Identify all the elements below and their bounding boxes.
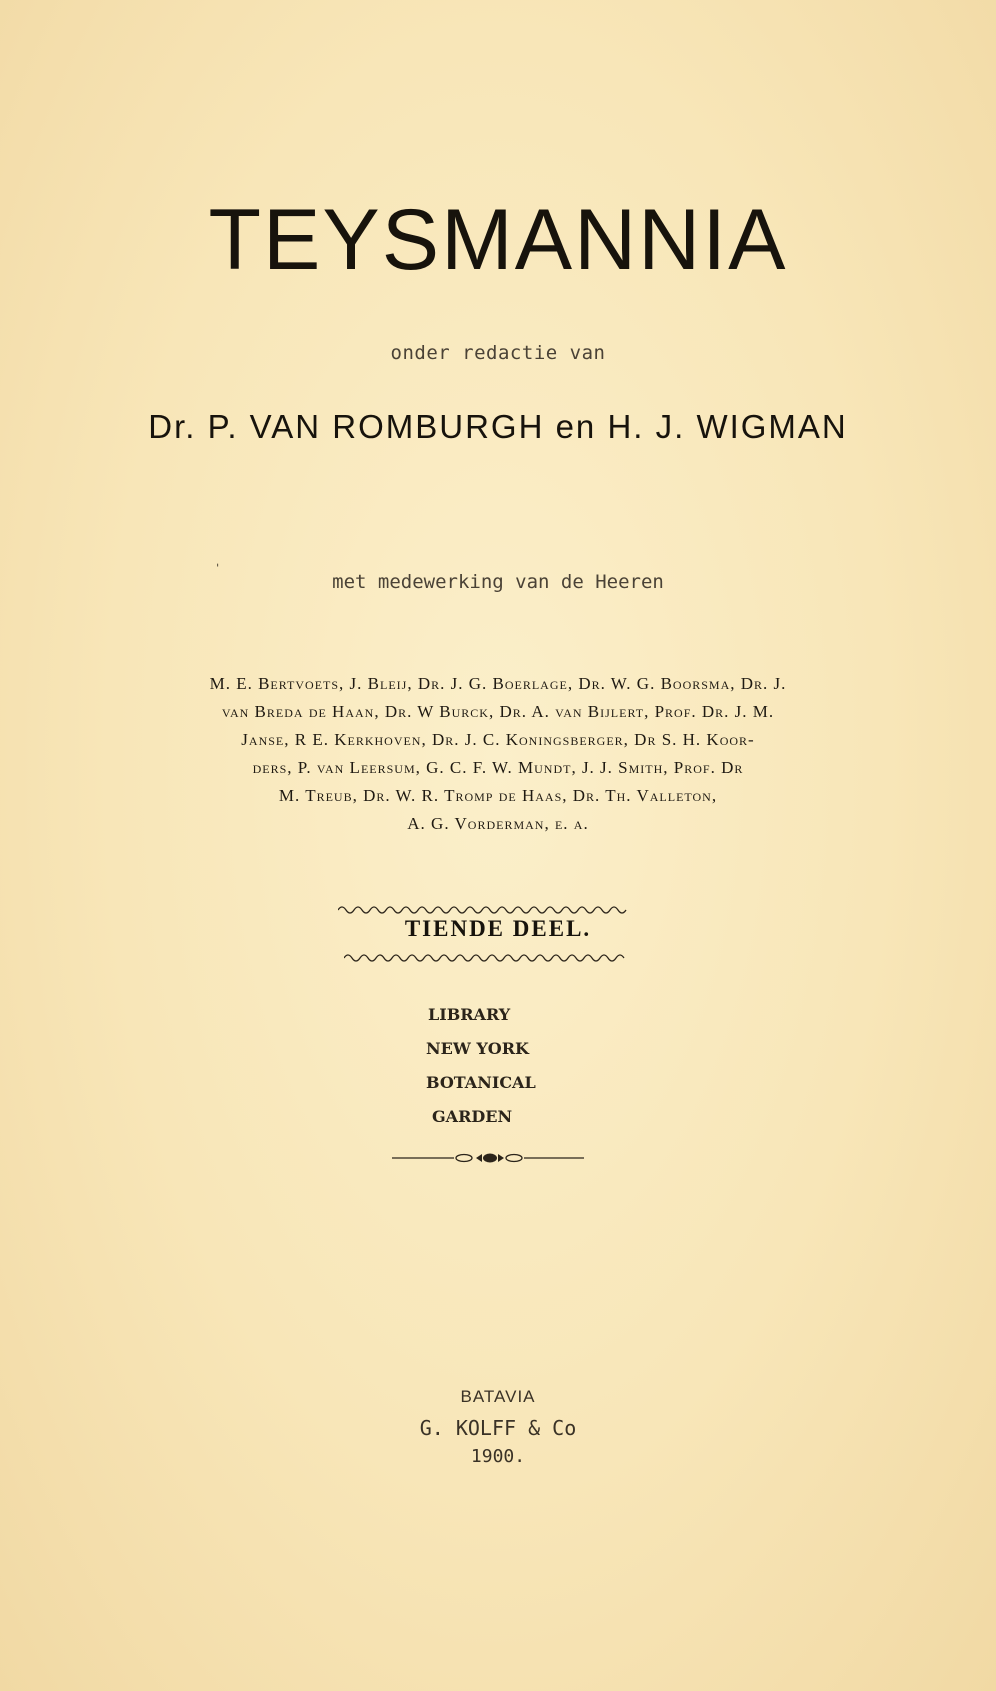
collaboration-line: met medewerking van de Heeren: [332, 571, 664, 593]
editors-line: Dr. P. VAN ROMBURGH en H. J. WIGMAN: [148, 408, 848, 445]
library-stamp: [396, 998, 606, 1134]
stamp-line: NEW YORK: [426, 1039, 529, 1058]
book-title: TEYSMANNIA: [208, 192, 788, 288]
imprint-year: 1900.: [470, 1446, 526, 1467]
stamp-line: GARDEN: [432, 1107, 513, 1126]
contributors-line: ders, P. van Leersum, G. C. F. W. Mundt, J. J. Smith, Prof. Dr: [252, 758, 744, 777]
volume-label: TIENDE DEEL.: [404, 916, 592, 941]
contributors-line: M. E. Bertvoets, J. Bleij, Dr. J. G. Boerlage, Dr. W. G. Boorsma, Dr. J.: [209, 674, 787, 693]
contributors-list: [90, 670, 906, 838]
wave-rule-top: [338, 902, 630, 914]
imprint-publisher: G. KOLFF & Co: [419, 1416, 577, 1440]
stamp-line: LIBRARY: [428, 1005, 511, 1024]
contributors-line: van Breda de Haan, Dr. W Burck, Dr. A. van Bijlert, Prof. Dr. J. M.: [221, 702, 775, 721]
tick-mark: ˌ: [216, 554, 220, 568]
contributors-line: Janse, R E. Kerkhoven, Dr. J. C. Koningsberger, Dr S. H. Koor-: [241, 730, 755, 749]
contributors-line: M. Treub, Dr. W. R. Tromp de Haas, Dr. Th. Valleton,: [278, 786, 718, 805]
editorship-line: onder redactie van: [390, 342, 606, 364]
wave-rule-bottom: [344, 952, 632, 964]
stamp-line: BOTANICAL: [426, 1073, 536, 1092]
ornament-rule: [392, 1150, 584, 1166]
contributors-line: A. G. Vorderman, e. a.: [407, 814, 589, 833]
imprint-city: BATAVIA: [460, 1387, 536, 1406]
